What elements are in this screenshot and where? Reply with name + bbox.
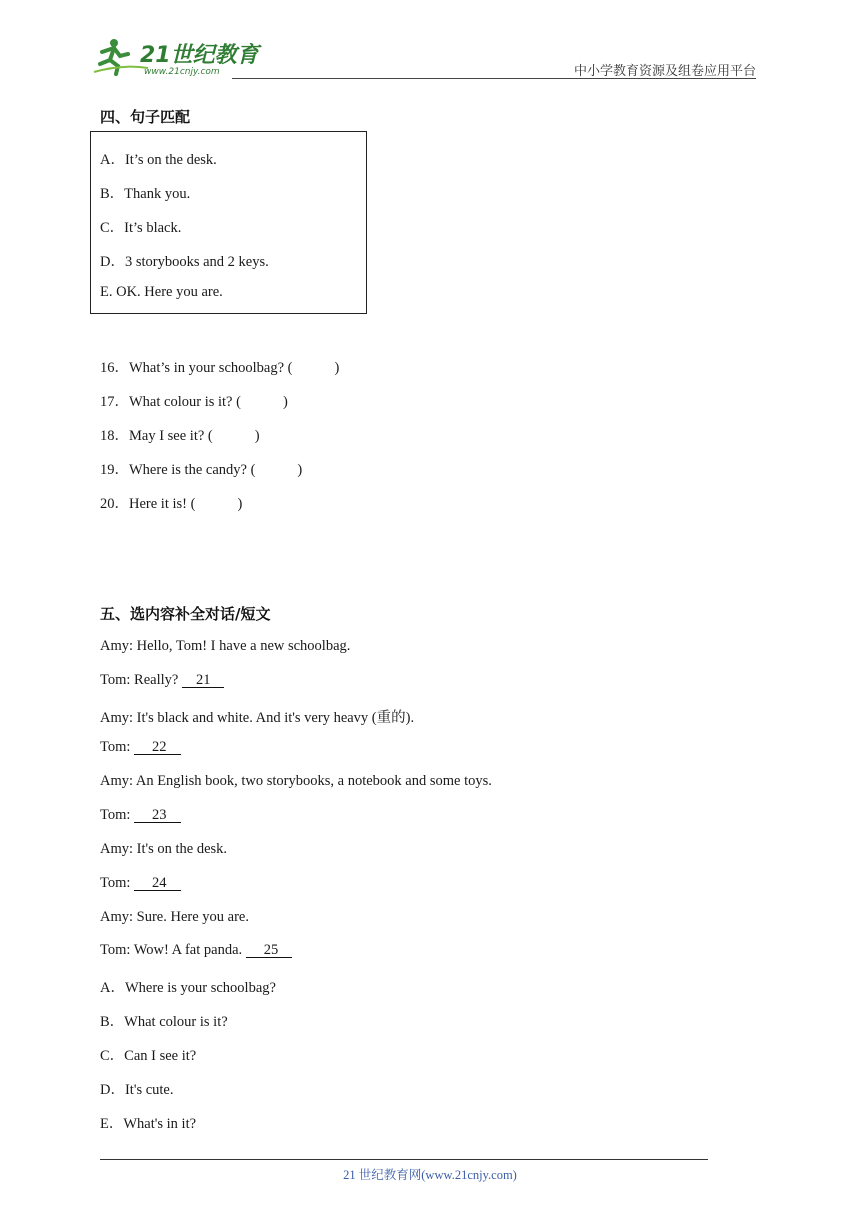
choice-option-c: C．Can I see it? [100,1048,197,1064]
section-4-title: 四、句子匹配 [100,108,191,126]
answer-blank-21[interactable]: 21 [182,673,225,688]
question-16 [100,356,339,377]
section-5-title: 五、选内容补全对话/短文 [100,605,271,623]
dialogue-text: Tom: [100,807,135,823]
question-number: 17． [100,394,129,410]
dialogue-line [100,875,181,892]
question-number: 18． [100,428,129,444]
question-19 [100,458,302,479]
footer-divider [100,1159,708,1160]
question-text: May I see it? ( [129,428,213,444]
platform-label: 中小学教育资源及组卷应用平台 [573,64,756,79]
choice-option-d: D．It's cute. [100,1082,174,1098]
box-option-e: E. OK. Here you are. [100,284,223,300]
dialogue-line: Amy: Hello, Tom! I have a new schoolbag. [100,638,351,654]
svg-text:21世纪教育: 21世纪教育 [140,43,259,68]
answer-blank-23[interactable]: 23 [134,808,181,823]
dialogue-text: Tom: Wow! A fat panda. [100,942,246,958]
choice-option-a: A．Where is your schoolbag? [100,980,276,996]
footer-link[interactable]: 21 世纪教育网(www.21cnjy.com) [343,1168,517,1182]
dialogue-line [100,672,224,689]
choice-option-e: E．What's in it? [100,1116,197,1132]
dialogue-line [100,942,292,959]
answer-blank-22[interactable]: 22 [134,740,181,755]
dialogue-line [100,807,181,824]
question-18 [100,424,260,445]
box-option-c: C．It’s black. [100,220,182,236]
logo [92,34,262,78]
dialogue-line: Amy: It's on the desk. [100,841,228,857]
question-text: Here it is! ( [129,496,196,512]
page-header [92,34,756,80]
close-paren: ) [334,360,340,376]
box-option-d: D．3 storybooks and 2 keys. [100,254,269,270]
answer-blank-24[interactable]: 24 [134,876,181,891]
question-17 [100,390,288,411]
box-option-b: B．Thank you. [100,186,191,202]
close-paren: ) [282,394,288,410]
close-paren: ) [297,462,303,478]
dialogue-line: Amy: An English book, two storybooks, a notebook and some toys. [100,773,492,789]
dialogue-text: Tom: [100,739,135,755]
dialogue-line [100,739,181,756]
answer-blank-25[interactable]: 25 [246,943,293,958]
question-number: 16． [100,360,129,376]
question-text: Where is the candy? ( [129,462,256,478]
question-20 [100,492,242,513]
header-divider [232,78,756,79]
question-number: 20． [100,496,129,512]
question-text: What’s in your schoolbag? ( [129,360,293,376]
box-option-a: A．It’s on the desk. [100,152,217,168]
close-paren: ) [237,496,243,512]
close-paren: ) [254,428,260,444]
svg-text:www.21cnjy.com: www.21cnjy.com [144,67,220,77]
dialogue-text: Tom: Really? [100,672,182,688]
choice-option-b: B．What colour is it? [100,1014,228,1030]
dialogue-text: Tom: [100,875,135,891]
options-box [90,131,367,314]
question-text: What colour is it? ( [129,394,241,410]
logo-graphic [92,34,262,78]
dialogue-line: Amy: It's black and white. And it's very heavy (重的). [100,710,415,726]
dialogue-line: Amy: Sure. Here you are. [100,909,249,925]
question-number: 19． [100,462,129,478]
